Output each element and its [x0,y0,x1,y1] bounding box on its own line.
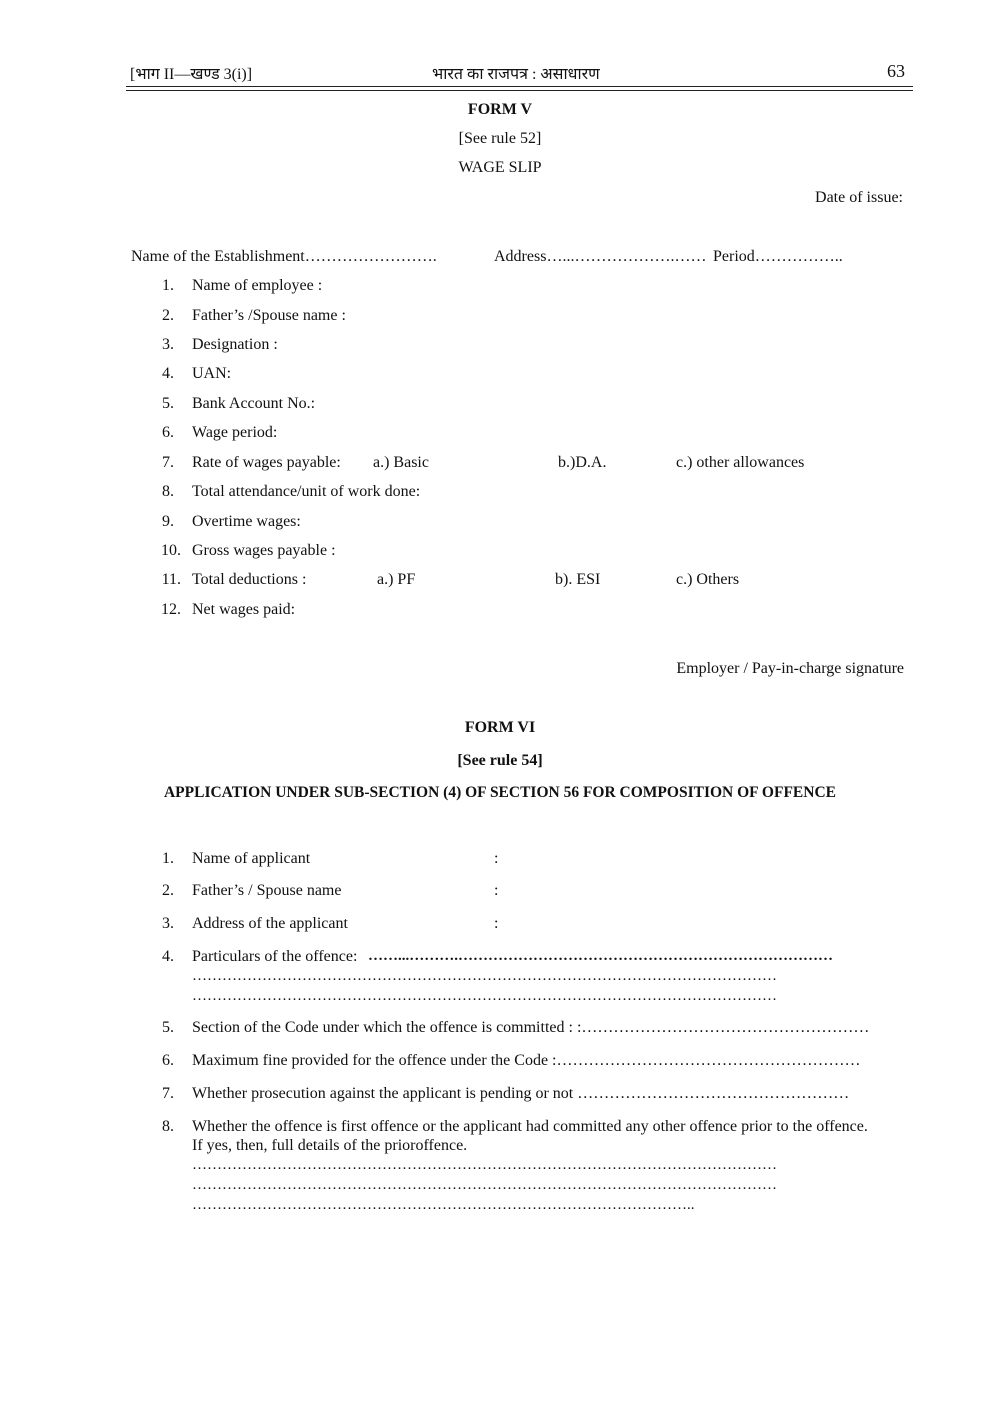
list-item: Total attendance/unit of work done: [192,483,421,500]
form6-rule: [See rule 54] [457,752,543,769]
offence-dotted-line: ……...……….………………………………………………………………… [368,948,833,964]
list-item-number: 1. [162,850,174,867]
list-item: Net wages paid: [192,601,296,618]
list-item-number: 7. [162,454,174,471]
list-item-number: 12. [161,601,181,618]
list-item-number: 9. [162,513,174,530]
list-item-number: 10. [161,542,181,559]
list-item: Whether the offence is first offence or the applicant had committed any other offence prior to the offence. [192,1118,868,1135]
list-item: Address of the applicant [192,915,348,932]
list-item: Father’s /Spouse name : [192,307,346,324]
list-item: Whether prosecution against the applicant is pending or not …………………………………………… [192,1085,850,1102]
header-rule-bottom [126,90,913,91]
list-item-continuation: If yes, then, full details of the prioroffence. [192,1137,468,1154]
list-item: Rate of wages payable: [192,454,341,471]
list-item: UAN: [192,365,232,382]
prior-offence-dotted-line: ……………………………………………………………………………………….. [192,1197,695,1213]
list-item-number: 6. [162,424,174,441]
list-item-number: 3. [162,915,174,932]
list-item-number: 2. [162,307,174,324]
list-item: Overtime wages: [192,513,301,530]
list-item: Wage period: [192,424,278,441]
list-item-number: 4. [162,365,174,382]
header-gazette-title: भारत का राजपत्र : असाधारण [432,66,600,83]
list-item-colon: : [494,882,499,899]
establishment-name-field: Name of the Establishment……………………. [131,248,437,265]
form6-heading: APPLICATION UNDER SUB-SECTION (4) OF SECTION 56 FOR COMPOSITION OF OFFENCE [163,784,836,801]
date-of-issue-label: Date of issue: [815,189,903,206]
list-item-number: 8. [162,1118,174,1135]
list-item-number: 11. [161,571,181,588]
list-item-number: 7. [162,1085,174,1102]
wage-allowances-label: c.) other allowances [676,454,805,471]
establishment-address-field: Address…...……………….…… [494,248,707,265]
form6-title: FORM VI [464,719,536,736]
list-item-colon: : [494,850,499,867]
page-number: 63 [887,61,905,81]
form5-title: FORM V [467,101,533,118]
list-item-number: 1. [162,277,174,294]
list-item: Bank Account No.: [192,395,316,412]
wage-basic-label: a.) Basic [373,454,429,471]
list-item: Section of the Code under which the offence is committed : :……………………………………………… [192,1019,870,1036]
list-item: Name of applicant [192,850,311,867]
list-item-number: 4. [162,948,174,965]
offence-dotted-line: ……………………………………………………………………………………………………… [192,988,777,1004]
header-section-label: [भाग II—खण्ड 3(i)] [130,66,253,83]
list-item: Maximum fine provided for the offence under the Code :………………………………………………… [192,1052,861,1069]
list-item: Father’s / Spouse name [192,882,342,899]
list-item: Total deductions : [192,571,307,588]
period-field: Period…………….. [713,248,843,265]
deduction-esi-label: b). ESI [555,571,601,588]
deduction-others-label: c.) Others [676,571,740,588]
offence-dotted-line: ……………………………………………………………………………………………………… [192,968,777,984]
employer-signature-label: Employer / Pay-in-charge signature [676,660,904,677]
list-item-number: 8. [162,483,174,500]
list-item-number: 6. [162,1052,174,1069]
header-rule-top [126,86,913,87]
list-item: Gross wages payable : [192,542,336,559]
list-item-number: 2. [162,882,174,899]
list-item-colon: : [494,915,499,932]
prior-offence-dotted-line: ……………………………………………………………………………………………………… [192,1157,777,1173]
prior-offence-dotted-line: ……………………………………………………………………………………………………… [192,1177,777,1193]
wage-da-label: b.)D.A. [558,454,607,471]
list-item: Designation : [192,336,278,353]
list-item-number: 3. [162,336,174,353]
list-item-number: 5. [162,1019,174,1036]
list-item: Name of employee : [192,277,323,294]
form5-rule: [See rule 52] [458,130,542,147]
list-item-number: 5. [162,395,174,412]
list-item: Particulars of the offence: [192,948,358,965]
deduction-pf-label: a.) PF [377,571,416,588]
form5-subtitle: WAGE SLIP [458,159,542,176]
